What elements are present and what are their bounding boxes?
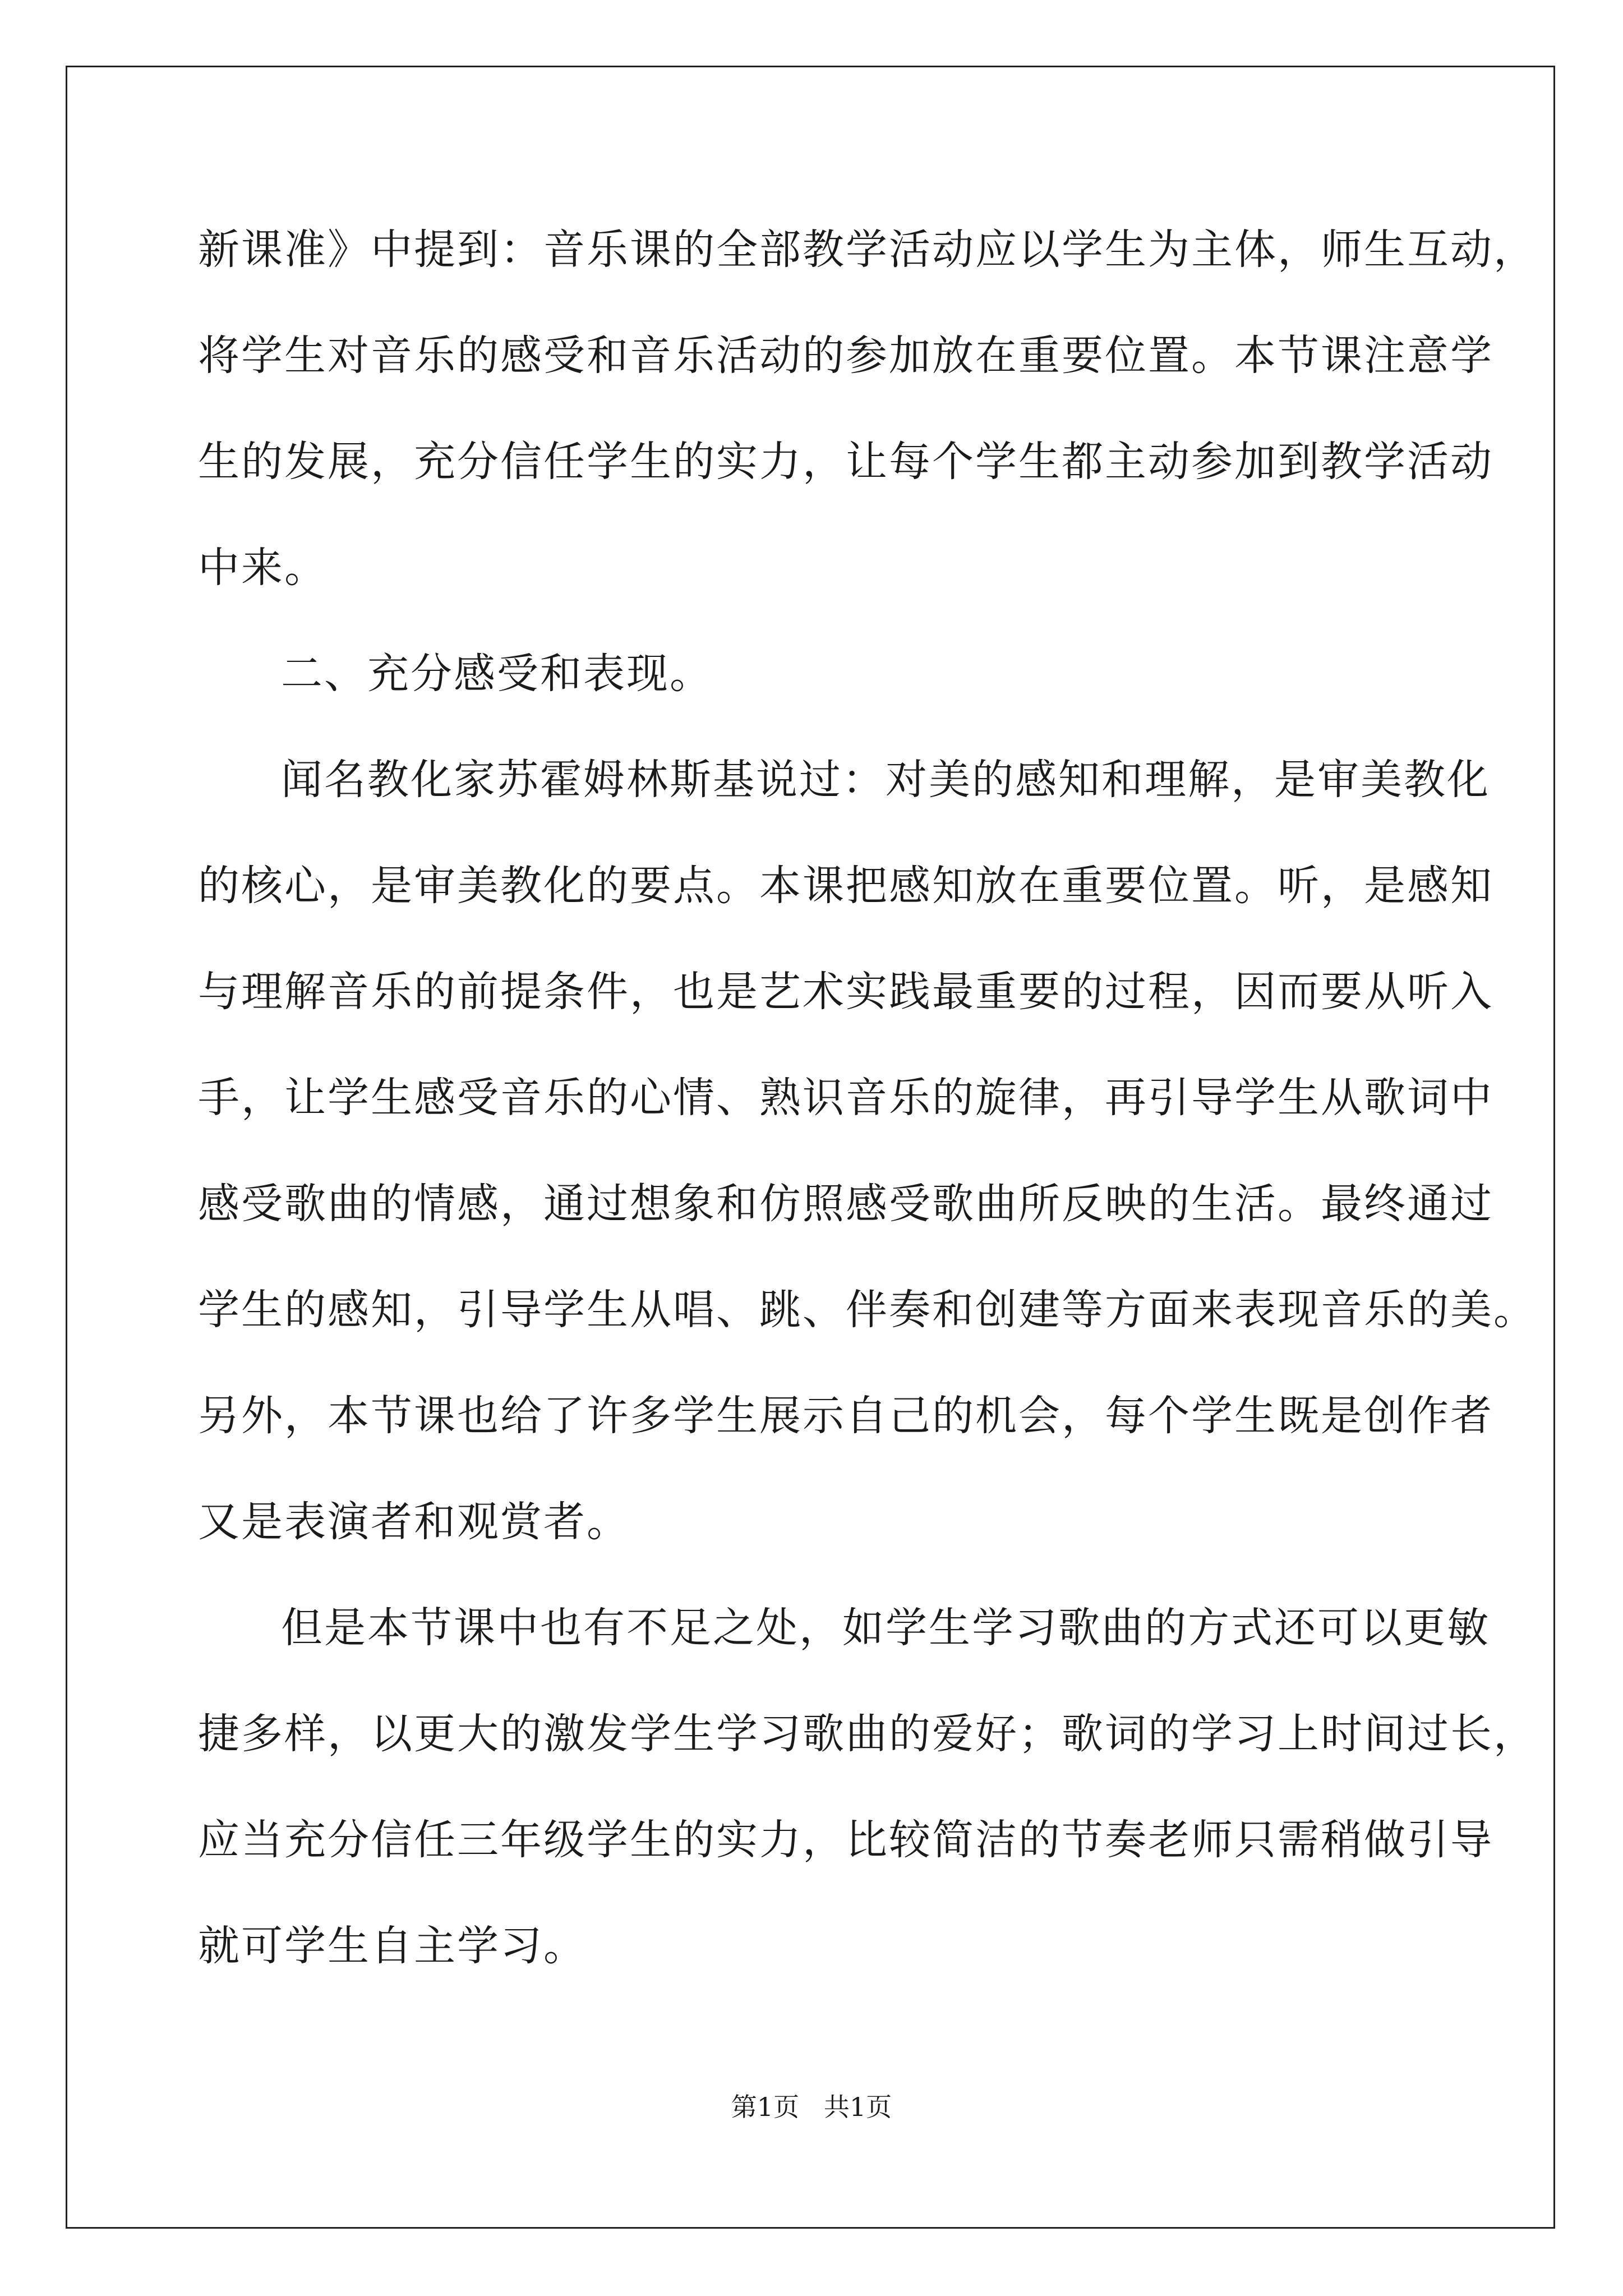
text-line: 应当充分信任三年级学生的实力，比较简洁的节奏老师只需稍做引导	[198, 1816, 1493, 1864]
document-body	[198, 205, 1537, 2007]
page-number-footer: 第1页 共1页	[731, 2092, 892, 2122]
text-line: 中来。	[198, 544, 328, 592]
text-line: 闻名教化家苏霍姆林斯基说过：对美的感知和理解，是审美教化	[281, 756, 1490, 804]
text-line: 捷多样，以更大的激发学生学习歌曲的爱好；歌词的学习上时间过长，	[198, 1710, 1537, 1758]
text-line: 就可学生自主学习。	[198, 1922, 587, 1970]
text-line: 手，让学生感受音乐的心情、熟识音乐的旋律，再引导学生从歌词中	[198, 1074, 1493, 1122]
text-line: 感受歌曲的情感，通过想象和仿照感受歌曲所反映的生活。最终通过	[198, 1180, 1493, 1228]
text-line: 又是表演者和观赏者。	[198, 1498, 630, 1546]
text-line: 与理解音乐的前提条件，也是艺术实践最重要的过程，因而要从听入	[198, 968, 1493, 1016]
text-line: 将学生对音乐的感受和音乐活动的参加放在重要位置。本节课注意学	[198, 332, 1493, 380]
text-line: 学生的感知，引导学生从唱、跳、伴奏和创建等方面来表现音乐的美。	[198, 1286, 1537, 1334]
text-line: 另外，本节课也给了许多学生展示自己的机会，每个学生既是创作者	[198, 1392, 1493, 1440]
text-line: 但是本节课中也有不足之处，如学生学习歌曲的方式还可以更敏	[281, 1604, 1490, 1652]
text-line: 的核心，是审美教化的要点。本课把感知放在重要位置。听，是感知	[198, 862, 1493, 910]
section-heading: 二、充分感受和表现。	[281, 650, 713, 698]
text-line: 新课准》中提到：音乐课的全部教学活动应以学生为主体，师生互动，	[198, 226, 1537, 274]
text-line: 生的发展，充分信任学生的实力，让每个学生都主动参加到教学活动	[198, 438, 1493, 486]
